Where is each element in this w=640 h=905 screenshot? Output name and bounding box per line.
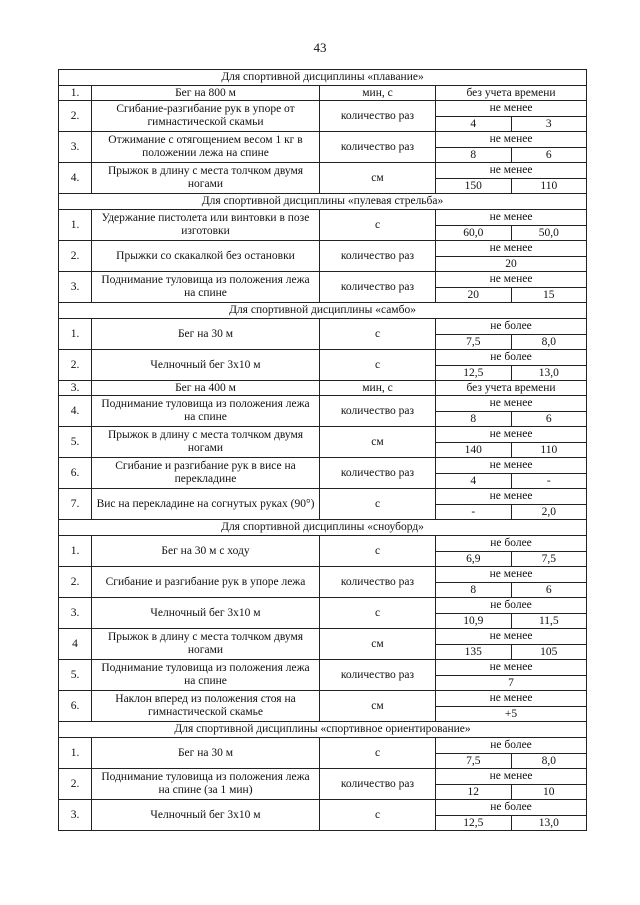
norm-condition: не менее [489, 164, 533, 176]
exercise-cell [92, 800, 320, 831]
norm-condition: не более [490, 351, 532, 363]
norm-value-girls: 8,0 [511, 335, 587, 349]
norm-value: +5 [436, 706, 586, 721]
row-number: 3. [59, 272, 92, 303]
norm-cell [436, 210, 587, 241]
norm-cell [436, 101, 587, 132]
exercise-cell [92, 319, 320, 350]
norm-value-girls: 8,0 [511, 754, 587, 768]
norm-cell [436, 738, 587, 769]
norm-value-boys: 60,0 [463, 227, 484, 239]
row-number: 2. [59, 241, 92, 272]
norm-value-boys: - [471, 506, 476, 518]
exercise-cell [92, 598, 320, 629]
table-row [59, 800, 587, 831]
exercise-cell [92, 738, 320, 769]
unit-cell: с [320, 536, 436, 567]
norm-value-girls: 6 [511, 583, 587, 597]
norm-condition: не менее [489, 428, 533, 440]
exercise-name: Челночный бег 3х10 м [150, 606, 261, 619]
norm-condition: не более [490, 537, 532, 549]
norm-value-girls: 7,5 [511, 552, 587, 566]
table-row [59, 738, 587, 769]
unit-cell: см [320, 427, 436, 458]
exercise-cell [92, 489, 320, 520]
table-row [59, 381, 587, 396]
exercise-cell [92, 163, 320, 194]
norm-cell [436, 769, 587, 800]
exercise-cell [92, 350, 320, 381]
exercise-name: Отжимание с отягощением весом 1 кг в положении лежа на спине [108, 134, 303, 159]
exercise-cell [92, 458, 320, 489]
table-row [59, 101, 587, 132]
row-number: 4. [59, 396, 92, 427]
row-number: 3. [59, 132, 92, 163]
norm-value-girls: 11,5 [511, 614, 587, 628]
unit-cell: мин, с [320, 381, 436, 396]
row-number: 6. [59, 458, 92, 489]
norm-value-girls: 2,0 [511, 505, 587, 519]
norm-cell [436, 598, 587, 629]
norm-condition: не менее [489, 459, 533, 471]
exercise-name: Бег на 800 м [175, 86, 236, 99]
norm-value-girls: 13,0 [511, 816, 587, 830]
norm-condition: не менее [489, 242, 533, 254]
norm-cell [436, 800, 587, 831]
norm-cell [436, 458, 587, 489]
norm-value-boys: 12,5 [463, 817, 484, 829]
norm-value-boys: 8 [470, 149, 477, 161]
exercise-cell [92, 396, 320, 427]
table-row [59, 163, 587, 194]
exercise-cell [92, 691, 320, 722]
exercise-cell [92, 536, 320, 567]
norm-condition: не более [490, 320, 532, 332]
section-title: Для спортивной дисциплины «спортивное ориентирование» [59, 722, 587, 738]
norm-cell [436, 691, 587, 722]
norm-cell [436, 163, 587, 194]
norm-value-girls: 3 [511, 117, 587, 131]
exercise-cell [92, 381, 320, 396]
row-number: 1. [59, 86, 92, 101]
norm-condition: не менее [489, 661, 533, 673]
norm-condition: не менее [489, 568, 533, 580]
exercise-name: Сгибание и разгибание рук в упоре лежа [105, 575, 306, 588]
exercise-name: Прыжок в длину с места толчком двумя ногами [107, 631, 304, 656]
exercise-name: Поднимание туловища из положения лежа на спине [101, 274, 310, 299]
row-number: 7. [59, 489, 92, 520]
norm-value-girls: 13,0 [511, 366, 587, 380]
norm-condition: не менее [489, 630, 533, 642]
norm-condition: не менее [489, 133, 533, 145]
norm-value-girls: 50,0 [511, 226, 587, 240]
norm-cell [436, 272, 587, 303]
section-header [59, 70, 587, 86]
norm-condition: не более [490, 599, 532, 611]
norm-value-girls: 10 [511, 785, 587, 799]
exercise-cell [92, 660, 320, 691]
table-row [59, 319, 587, 350]
unit-cell: с [320, 738, 436, 769]
exercise-name: Вис на перекладине на согнутых руках (90°) [96, 497, 315, 510]
norm-cell [436, 319, 587, 350]
norm-condition: не менее [489, 490, 533, 502]
table-row [59, 210, 587, 241]
unit-cell: количество раз [320, 769, 436, 800]
norm-value-girls: 110 [511, 443, 587, 457]
unit-cell: с [320, 800, 436, 831]
norm-value-boys: 20 [467, 289, 480, 301]
table-row [59, 396, 587, 427]
norm-value: 20 [436, 256, 586, 271]
table-row [59, 660, 587, 691]
row-number: 3. [59, 800, 92, 831]
norm-condition: не менее [489, 211, 533, 223]
exercise-cell [92, 132, 320, 163]
norm-value-girls: 15 [511, 288, 587, 302]
norm-cell [436, 567, 587, 598]
norm-cell [436, 536, 587, 567]
norm-cell [436, 629, 587, 660]
norm-value-girls: 110 [511, 179, 587, 193]
norm-cell [436, 241, 587, 272]
norm-condition: не более [490, 801, 532, 813]
row-number: 1. [59, 738, 92, 769]
norm-value-boys: 10,9 [463, 615, 484, 627]
table-row [59, 427, 587, 458]
norm-value-boys: 12 [467, 786, 480, 798]
unit-cell: с [320, 598, 436, 629]
unit-cell: количество раз [320, 396, 436, 427]
exercise-name: Прыжки со скакалкой без остановки [116, 249, 295, 262]
exercise-cell [92, 272, 320, 303]
unit-cell: количество раз [320, 272, 436, 303]
norm-cell [436, 132, 587, 163]
norm-value-boys: 8 [470, 584, 477, 596]
norm-value-girls: 6 [511, 412, 587, 426]
unit-cell: с [320, 319, 436, 350]
table-row [59, 132, 587, 163]
unit-cell: количество раз [320, 458, 436, 489]
exercise-name: Бег на 30 м с ходу [161, 544, 250, 557]
unit-cell: см [320, 629, 436, 660]
norm-value-boys: 4 [470, 475, 477, 487]
norm-value-girls: - [511, 474, 587, 488]
norm-value-boys: 135 [464, 646, 482, 658]
row-number: 2. [59, 567, 92, 598]
norm-condition: не менее [489, 102, 533, 114]
exercise-name: Поднимание туловища из положения лежа на спине [101, 662, 310, 687]
norm-value-boys: 140 [464, 444, 482, 456]
norm-condition: не менее [489, 397, 533, 409]
section-header [59, 303, 587, 319]
norm-value-boys: 8 [470, 413, 477, 425]
exercise-cell [92, 241, 320, 272]
row-number: 1. [59, 210, 92, 241]
row-number: 2. [59, 769, 92, 800]
norm-cell [436, 660, 587, 691]
table-row [59, 691, 587, 722]
table-row [59, 86, 587, 101]
unit-cell: количество раз [320, 241, 436, 272]
norm-value-boys: 150 [464, 180, 482, 192]
section-title: Для спортивной дисциплины «пулевая стрельба» [59, 194, 587, 210]
exercise-name: Бег на 400 м [175, 381, 236, 394]
table-row [59, 598, 587, 629]
norm-value-boys: 12,5 [463, 367, 484, 379]
row-number: 3. [59, 598, 92, 629]
norm-condition: не менее [489, 273, 533, 285]
row-number: 6. [59, 691, 92, 722]
standards-table [58, 69, 587, 831]
norm-value: 7 [436, 675, 586, 690]
section-title: Для спортивной дисциплины «плавание» [59, 70, 587, 86]
table-row [59, 241, 587, 272]
section-header [59, 194, 587, 210]
table-row [59, 489, 587, 520]
unit-cell: с [320, 350, 436, 381]
unit-cell: с [320, 210, 436, 241]
unit-cell: с [320, 489, 436, 520]
norm-value-boys: 7,5 [466, 755, 481, 767]
exercise-name: Сгибание-разгибание рук в упоре от гимнастической скамьи [116, 103, 295, 128]
unit-cell: количество раз [320, 101, 436, 132]
row-number: 4. [59, 163, 92, 194]
page-number: 43 [313, 40, 327, 55]
exercise-name: Челночный бег 3х10 м [150, 808, 261, 821]
row-number: 5. [59, 660, 92, 691]
section-header [59, 722, 587, 738]
norm-cell: без учета времени [436, 86, 587, 101]
row-number: 2. [59, 101, 92, 132]
row-number: 3. [59, 381, 92, 396]
exercise-name: Бег на 30 м [177, 746, 234, 759]
norm-value-boys: 7,5 [466, 336, 481, 348]
exercise-name: Челночный бег 3х10 м [150, 358, 261, 371]
exercise-name: Удержание пистолета или винтовки в позе изготовки [101, 212, 310, 237]
exercise-cell [92, 101, 320, 132]
table-row [59, 272, 587, 303]
unit-cell: количество раз [320, 567, 436, 598]
exercise-name: Сгибание и разгибание рук в висе на перекладине [115, 460, 296, 485]
norm-condition: не менее [489, 770, 533, 782]
row-number: 4 [59, 629, 92, 660]
norm-cell: без учета времени [436, 381, 587, 396]
exercise-cell [92, 427, 320, 458]
unit-cell: см [320, 691, 436, 722]
norm-condition: не более [490, 739, 532, 751]
table-row [59, 536, 587, 567]
norm-cell [436, 350, 587, 381]
unit-cell: см [320, 163, 436, 194]
exercise-cell [92, 629, 320, 660]
section-title: Для спортивной дисциплины «сноуборд» [59, 520, 587, 536]
norm-value-boys: 6,9 [466, 553, 481, 565]
norm-cell [436, 489, 587, 520]
exercise-name: Прыжок в длину с места толчком двумя ногами [107, 429, 304, 454]
exercise-name: Наклон вперед из положения стоя на гимнастической скамье [115, 693, 296, 718]
exercise-cell [92, 769, 320, 800]
row-number: 1. [59, 319, 92, 350]
unit-cell: количество раз [320, 660, 436, 691]
unit-cell: количество раз [320, 132, 436, 163]
exercise-cell [92, 86, 320, 101]
exercise-name: Прыжок в длину с места толчком двумя ногами [107, 165, 304, 190]
table-row [59, 629, 587, 660]
exercise-name: Бег на 30 м [177, 327, 234, 340]
table-row [59, 567, 587, 598]
norm-value-girls: 6 [511, 148, 587, 162]
exercise-cell [92, 210, 320, 241]
exercise-name: Поднимание туловища из положения лежа на спине [101, 398, 310, 423]
row-number: 2. [59, 350, 92, 381]
exercise-cell [92, 567, 320, 598]
norm-value-boys: 4 [470, 118, 477, 130]
row-number: 5. [59, 427, 92, 458]
norm-value-girls: 105 [511, 645, 587, 659]
norm-cell [436, 427, 587, 458]
table-row [59, 769, 587, 800]
unit-cell: мин, с [320, 86, 436, 101]
norm-cell [436, 396, 587, 427]
section-title: Для спортивной дисциплины «самбо» [59, 303, 587, 319]
exercise-name: Поднимание туловища из положения лежа на спине (за 1 мин) [101, 771, 310, 796]
table-row [59, 350, 587, 381]
norm-condition: не менее [489, 692, 533, 704]
section-header [59, 520, 587, 536]
table-row [59, 458, 587, 489]
row-number: 1. [59, 536, 92, 567]
